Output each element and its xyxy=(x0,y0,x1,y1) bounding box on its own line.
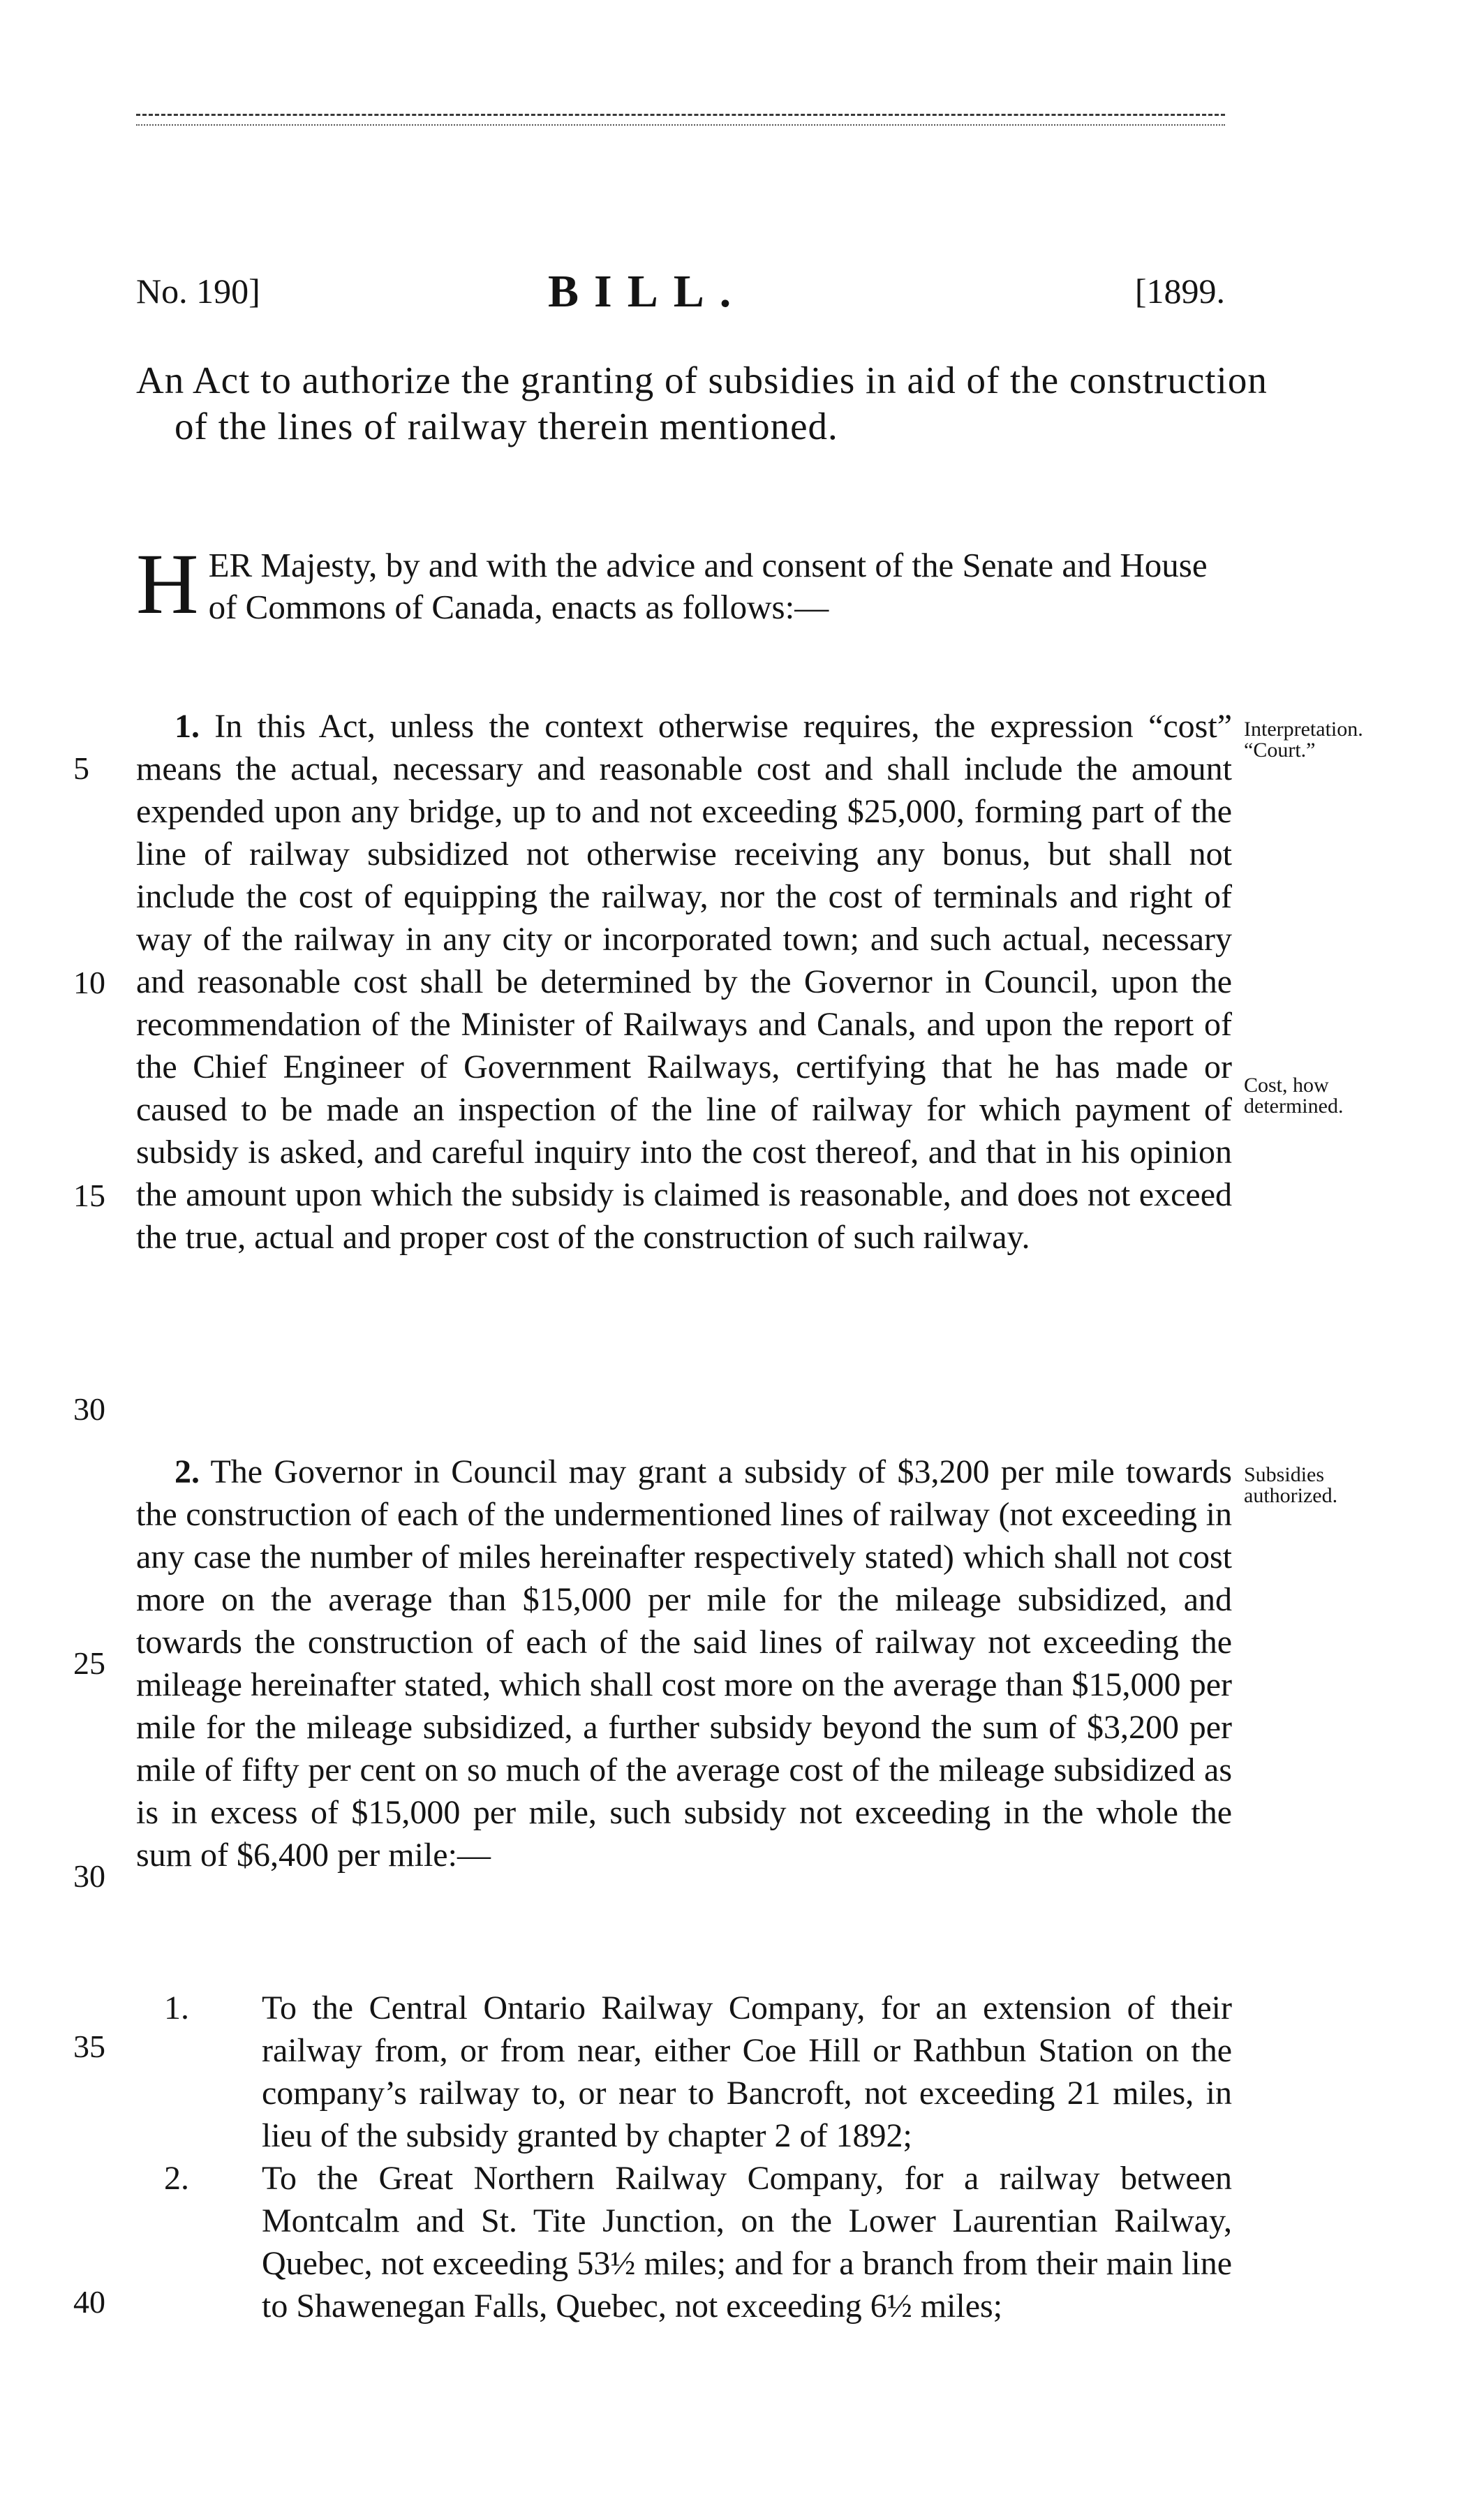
margin-note-interpretation: Interpretation. “Court.” xyxy=(1244,718,1363,762)
margin-note-cost-determined: Cost, how determined. xyxy=(1244,1074,1344,1118)
drop-cap: H xyxy=(136,536,199,632)
bill-header xyxy=(136,266,1225,334)
line-number: 30 xyxy=(73,1858,105,1894)
bill-number: No. 190] xyxy=(136,272,260,311)
list-item-text: To the Central Ontario Railway Company, for an extension of their railway from, or from near, either Coe Hill or Rathbun Station on the company’s railway to, or near to Bancroft, not exceeding 21 miles, in lieu of the subsidy granted by chapter 2 of 1892; xyxy=(262,1989,1232,2154)
section-1-paragraph xyxy=(136,705,1232,1259)
section-1-number: 1. xyxy=(175,708,200,745)
line-number: 5 xyxy=(73,750,89,786)
bill-year: [1899. xyxy=(1134,272,1225,311)
list-item-text: To the Great Northern Railway Company, for a railway between Montcalm and St. Tite Junction, on the Lower Laurentian Railway, Quebec, not exceeding 53½ miles; and for a branch from their main line to Shawenegan Falls, Quebec, not exceeding 6½ miles; xyxy=(262,2160,1232,2325)
line-number: 10 xyxy=(73,965,105,1000)
bill-title: BILL. xyxy=(548,266,747,317)
line-number: 15 xyxy=(73,1178,105,1213)
top-rule xyxy=(136,114,1225,116)
line-number: 40 xyxy=(73,2284,105,2320)
section-2-text: The Governor in Council may grant a subsidy of $3,200 per mile towards the construction of each of the undermentioned lines of railway (not exceeding in any case the number of miles hereinafter respectively stated) which shall not cost more on the average than $15,000 per mile for the mileage subsidized, and towards the construction of each of the said lines of railway not exceeding the mileage hereinafter stated, which shall cost more on the average than $15,000 per mile for the mileage subsidized, a further subsidy beyond the sum of $3,200 per mile of fifty per cent on so much of the average cost of the mileage subsidized as is in excess of $15,000 per mile, such subsidy not exceeding in the whole the sum of $6,400 per mile:— xyxy=(136,1453,1232,1874)
enacting-text: ER Majesty, by and with the advice and consent of the Senate and House of Commons of Canada, enacts as follows:— xyxy=(208,546,1208,626)
section-1 xyxy=(136,705,1232,1259)
line-number: 30 xyxy=(73,1391,105,1427)
section-2 xyxy=(136,1451,1232,1876)
list-item-number: 2. xyxy=(164,2160,189,2197)
section-2-number: 2. xyxy=(175,1453,200,1490)
line-number: 25 xyxy=(73,1645,105,1681)
list-item xyxy=(136,2157,1232,2327)
enacting-clause xyxy=(136,536,1232,632)
margin-note-subsidies-authorized: Subsidies authorized. xyxy=(1244,1463,1338,1507)
long-title: An Act to authorize the granting of subsidies in aid of the construction of the lines of railway therein mentioned. xyxy=(136,359,1268,447)
section-1-text: In this Act, unless the context otherwise requires, the expression “cost” means the actual, necessary and reasonable cost and shall include the amount expended upon any bridge, up to and not exceeding $25,000, forming part of the line of railway subsidized not otherwise receiving any bonus, but shall not include the cost of equipping the railway, nor the cost of terminals and right of way of the railway in any city or incorporated town; and such actual, necessary and reasonable cost shall be determined by the Governor in Council, upon the recommendation of the Minister of Railways and Canals, and upon the report of the Chief Engineer of Government Railways, certifying that he has made or caused to be made an inspection of the line of railway for which payment of subsidy is asked, and careful inquiry into the cost thereof, and that in his opinion the amount upon which the subsidy is claimed is reasonable, and does not exceed the true, actual and proper cost of the construction of such railway. xyxy=(136,708,1232,1256)
line-number: 35 xyxy=(73,2029,105,2064)
subsidy-items-list xyxy=(136,1987,1232,2327)
list-item xyxy=(136,1987,1232,2157)
top-rule-secondary xyxy=(136,124,1225,126)
list-item-number: 1. xyxy=(164,1989,189,2026)
section-2-paragraph xyxy=(136,1451,1232,1876)
